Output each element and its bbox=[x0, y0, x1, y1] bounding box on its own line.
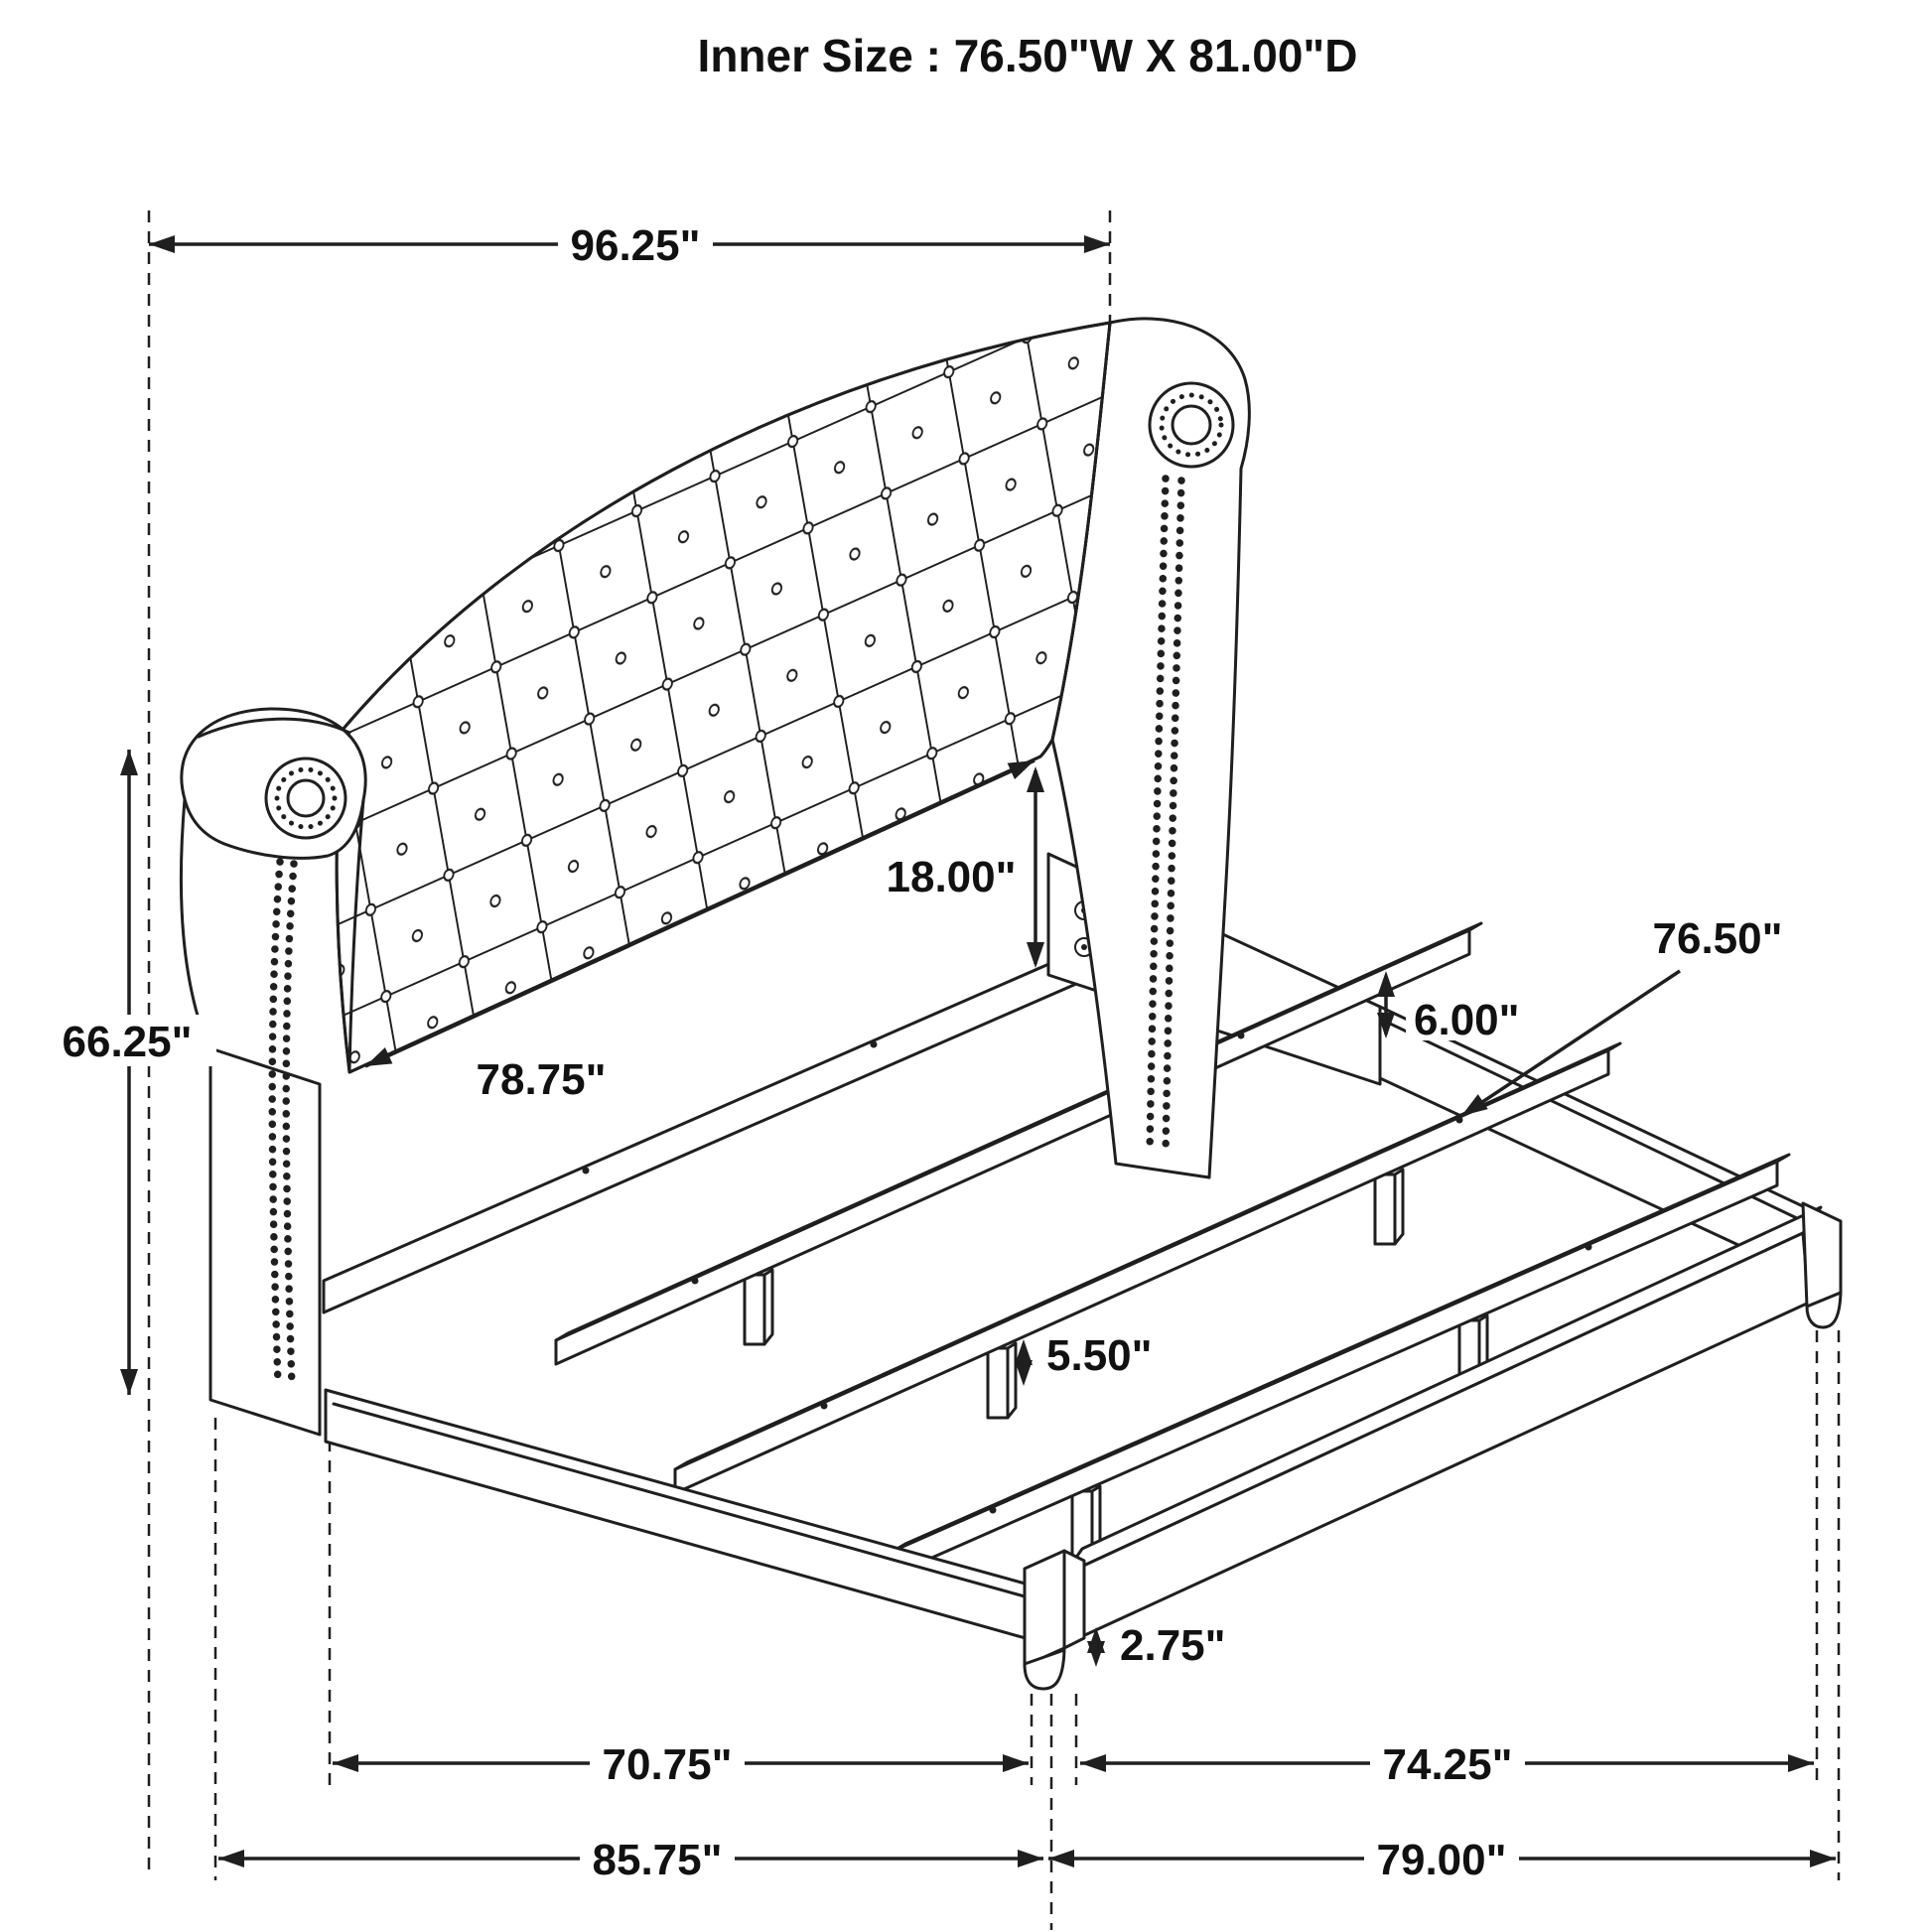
foot-height-label: 2.75" bbox=[1120, 1621, 1226, 1670]
bed-drawing bbox=[181, 319, 1841, 1689]
headboard-panel bbox=[337, 323, 1110, 1072]
frame-inner-length-label: 74.25" bbox=[1382, 1740, 1513, 1789]
dim-headboard-height bbox=[38, 750, 216, 1395]
diagram-title: Inner Size : 76.50"W X 81.00"D bbox=[697, 30, 1358, 81]
dim-foot-height bbox=[1087, 1621, 1226, 1670]
rail-height-label: 6.00" bbox=[1414, 996, 1520, 1044]
dim-frame-inner-width bbox=[333, 1739, 1029, 1789]
corner-leg-front bbox=[1025, 1551, 1084, 1689]
frame-outer-width-label: 85.75" bbox=[592, 1836, 723, 1884]
dim-headboard-width bbox=[149, 220, 1110, 270]
side-rail-left bbox=[326, 1390, 1033, 1640]
dim-frame-outer-width bbox=[218, 1835, 1043, 1884]
left-headboard-leg bbox=[210, 1048, 320, 1435]
panel-width-label: 78.75" bbox=[476, 1055, 607, 1104]
slat-length-label: 76.50" bbox=[1652, 914, 1783, 963]
slat-leg-height-label: 5.50" bbox=[1046, 1331, 1153, 1380]
corner-leg-rear bbox=[1803, 1203, 1841, 1327]
headboard-clearance-label: 18.00" bbox=[886, 853, 1017, 901]
dim-frame-outer-length bbox=[1048, 1835, 1836, 1884]
frame-outer-length-label: 79.00" bbox=[1376, 1836, 1507, 1884]
dim-slat-leg-height bbox=[1015, 1331, 1153, 1386]
dim-frame-inner-length bbox=[1080, 1739, 1814, 1789]
frame-inner-width-label: 70.75" bbox=[602, 1740, 733, 1789]
headboard-width-label: 96.25" bbox=[570, 221, 701, 270]
headboard-height-label: 66.25" bbox=[62, 1018, 193, 1066]
tufting-pattern bbox=[337, 323, 1110, 1072]
